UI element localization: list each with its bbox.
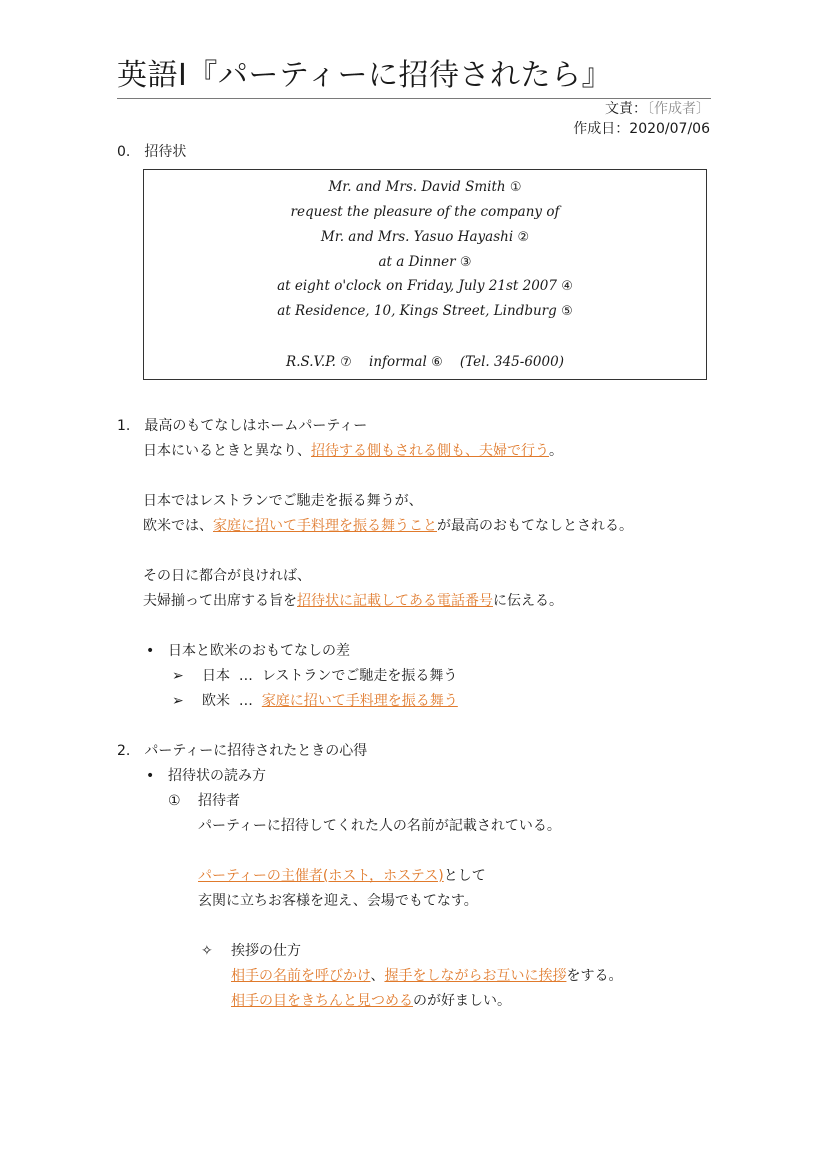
diamond-star-icon: ✧: [201, 943, 213, 959]
paragraph: パーティーに招待してくれた人の名前が記載されている。: [198, 818, 561, 834]
arrow-bullet-icon: ➢: [172, 668, 184, 684]
highlight-text: パーティーの主催者(ホスト，ホステス): [198, 868, 444, 884]
invitation-rsvp-line: R.S.V.P. ⑦ informal ⑥ (Tel. 345-6000): [286, 354, 564, 370]
paragraph: 相手の目をきちんと見つめるのが好ましい。: [231, 993, 511, 1009]
arrow-bullet-icon: ➢: [172, 693, 184, 709]
author-line: [605, 99, 710, 119]
circled-number: ⑥: [431, 355, 443, 370]
sub-item-japan: 日本 … レストランでご馳走を振る舞う: [202, 668, 458, 684]
highlight-text: 相手の目をきちんと見つめる: [231, 993, 413, 1009]
invitation-line: at a Dinner ③: [378, 254, 472, 270]
circled-number: ①: [168, 793, 181, 809]
highlight-text: 相手の名前を呼びかけ: [231, 968, 371, 984]
highlight-text: 家庭に招いて手料理を振る舞うこと: [213, 518, 437, 534]
item-title: 招待者: [198, 793, 240, 809]
highlight-text: 招待する側もされる側も、夫婦で行う: [311, 443, 549, 459]
bullet-item: 招待状の読み方: [168, 768, 266, 784]
paragraph: 日本にいるときと異なり、招待する側もされる側も、夫婦で行う。: [143, 443, 563, 459]
greeting-heading: 挨拶の仕方: [231, 943, 301, 959]
section1-heading: 1. 最高のもてなしはホームパーティー: [117, 418, 368, 434]
author-label: 文責：: [605, 101, 647, 117]
invitation-line: request the pleasure of the company of: [290, 204, 560, 220]
invitation-line: at eight o'clock on Friday, July 21st 2007 ④: [277, 278, 573, 294]
circled-number: ④: [561, 279, 573, 294]
invitation-line: Mr. and Mrs. Yasuo Hayashi ②: [320, 229, 530, 245]
date-line: 作成日：2020/07/06: [573, 121, 710, 137]
highlight-text: 招待状に記載してある電話番号: [297, 593, 493, 609]
paragraph: 欧米では、家庭に招いて手料理を振る舞うことが最高のおもてなしとされる。: [143, 518, 633, 534]
section2-heading: 2. パーティーに招待されたときの心得: [117, 743, 368, 759]
invitation-line: at Residence, 10, Kings Street, Lindburg ⑤: [277, 303, 573, 319]
circled-number: ⑤: [561, 304, 573, 319]
circled-number: ③: [459, 255, 472, 270]
paragraph: 相手の名前を呼びかけ、握手をしながらお互いに挨拶をする。: [231, 968, 623, 984]
paragraph: その日に都合が良ければ、: [143, 568, 311, 584]
highlight-text: 家庭に招いて手料理を振る舞う: [261, 693, 458, 709]
sub-item-west: 欧米 … 家庭に招いて手料理を振る舞う: [202, 693, 458, 709]
circled-number: ①: [509, 180, 522, 195]
bullet-item: 日本と欧米のおもてなしの差: [168, 643, 350, 659]
circled-number: ⑦: [340, 355, 352, 370]
paragraph: 玄関に立ちお客様を迎え、会場でもてなす。: [198, 893, 478, 909]
highlight-text: 握手をしながらお互いに挨拶: [384, 968, 567, 984]
invitation-card: [143, 169, 707, 380]
paragraph: 日本ではレストランでご馳走を振る舞うが、: [143, 493, 423, 509]
paragraph: パーティーの主催者(ホスト，ホステス)として: [198, 868, 486, 884]
bullet-dot-icon: •: [146, 643, 155, 659]
paragraph: 夫婦揃って出席する旨を招待状に記載してある電話番号に伝える。: [143, 593, 563, 609]
author-placeholder: 〔作成者〕: [647, 101, 710, 117]
invitation-line: Mr. and Mrs. David Smith ①: [328, 179, 522, 195]
section0-heading: 0. 招待状: [117, 144, 187, 160]
page-title: 英語Ⅰ『パーティーに招待されたら』: [117, 56, 711, 99]
bullet-dot-icon: •: [146, 768, 155, 784]
circled-number: ②: [517, 230, 530, 245]
